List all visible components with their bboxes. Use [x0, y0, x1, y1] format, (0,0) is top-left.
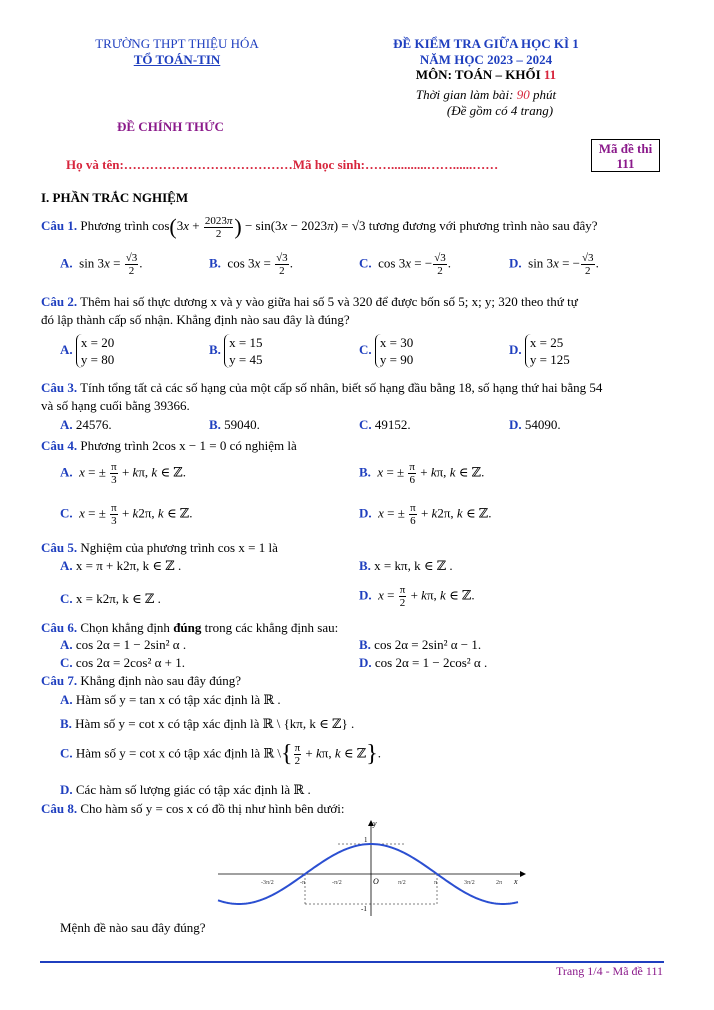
- tick-pi: π: [434, 880, 438, 886]
- q1-text-post: tương đương với phương trình nào sau đây?: [368, 217, 598, 233]
- q4-equation: 2cos x − 1 = 0: [152, 438, 227, 453]
- q2-a-label: A.: [60, 341, 73, 357]
- q7-option-b: [60, 716, 354, 732]
- y-axis-label: y: [373, 819, 377, 828]
- q2-option-b: [209, 334, 263, 368]
- q2-a-y: y = 80: [80, 352, 115, 367]
- q2-b-x: x = 15: [229, 335, 263, 350]
- q7-d-value: Các hàm số lượng giác có tập xác định là ℝ .: [75, 782, 311, 797]
- q5-a-label: A.: [60, 558, 73, 573]
- q6-c-label: C.: [60, 655, 73, 670]
- q6-label: Câu 6.: [41, 620, 78, 635]
- q7-b-label: B.: [60, 716, 72, 731]
- q2-text-line2: đó lập thành cấp số nhận. Khẳng định nào sau đây là đúng?: [41, 312, 350, 327]
- q3-option-c: C. 49152.: [359, 417, 411, 432]
- q6-d-value: cos 2α = 1 − 2cos² α .: [374, 655, 488, 670]
- school-year: NĂM HỌC 2023 – 2024: [419, 52, 553, 67]
- tick-neg-pi: -π: [300, 880, 306, 886]
- time-suffix: phút: [529, 87, 557, 102]
- question-2-line1: [41, 294, 578, 310]
- subject-line: [370, 67, 602, 83]
- subject-prefix: MÔN: TOÁN – KHỐI: [415, 67, 544, 82]
- q2-option-d: [509, 334, 570, 368]
- q3-b-label: B.: [209, 417, 221, 432]
- q7-c-value: Hàm số y = cot x có tập xác định là ℝ \: [75, 745, 282, 761]
- department-name: TỔ TOÁN-TIN: [133, 52, 221, 67]
- q7-label: Câu 7.: [41, 673, 78, 688]
- q2-b-y: y = 45: [229, 352, 263, 367]
- q7-b-value: Hàm số y = cot x có tập xác định là ℝ \ {kπ, k ∈ ℤ} .: [75, 716, 355, 731]
- question-4: [41, 438, 297, 454]
- q1-d-label: D.: [509, 255, 522, 271]
- q5-b-value: x = kπ, k ∈ ℤ .: [374, 558, 453, 573]
- tick-neg-pi-2: -π/2: [332, 880, 342, 886]
- grade: 11: [543, 67, 557, 82]
- y-minus-one-label: -1: [361, 905, 367, 913]
- q6-text-pre: Chọn khẳng định: [80, 620, 174, 635]
- q2-c-y: y = 90: [379, 352, 414, 367]
- q8-label: Câu 8.: [41, 801, 78, 816]
- q6-option-d: [359, 655, 487, 671]
- origin-label: O: [373, 877, 379, 886]
- q8-text: Cho hàm số y = cos x có đồ thị như hình bên dưới:: [80, 801, 345, 816]
- q5-text-pre: Nghiệm của phương trình: [80, 540, 215, 555]
- q3-b-value: 59040: [224, 417, 257, 432]
- y-one-label: 1: [364, 836, 368, 844]
- q6-c-value: cos 2α = 2cos² α + 1.: [75, 655, 185, 670]
- question-7: [41, 673, 241, 689]
- q5-c-label: C.: [60, 591, 73, 606]
- q5-d-label: D.: [359, 587, 372, 603]
- q5-b-label: B.: [359, 558, 371, 573]
- q1-equation: cos(3x + $\frac{2023\pi}{2}$ ) − sin(3x − 2023π) = √3: [152, 214, 366, 240]
- exam-code-label: Mã đề thi: [598, 141, 653, 156]
- q1-text-pre: Phương trình: [80, 217, 149, 233]
- q3-d-label: D.: [509, 417, 522, 432]
- footer-rule: [40, 961, 664, 963]
- q3-option-b: B. 59040.: [209, 417, 260, 432]
- tick-3pi-2: 3π/2: [464, 880, 475, 886]
- q6-a-value: cos 2α = 1 − 2sin² α .: [75, 637, 187, 652]
- q5-label: Câu 5.: [41, 540, 78, 555]
- q3-option-a: A. 24576.: [60, 417, 112, 432]
- x-tick-labels: [261, 880, 502, 886]
- q5-option-c: [60, 591, 161, 607]
- time-line: [370, 87, 602, 103]
- q4-text-pre: Phương trình: [80, 438, 149, 453]
- q2-text-line1: Thêm hai số thực dương x và y vào giữa hai số 5 và 320 để được bốn số 5; x; y; 320 theo thứ tự: [80, 294, 578, 309]
- school-name: TRƯỜNG THPT THIỆU HÓA: [95, 36, 259, 51]
- q4-option-a: A. x = ± $\frac{\pi}{3}$ + kπ, k ∈ ℤ.: [60, 461, 187, 486]
- question-6: [41, 620, 338, 636]
- q1-c-label: C.: [359, 255, 372, 271]
- q7-a-value: Hàm số y = tan x có tập xác định là ℝ .: [75, 692, 281, 707]
- q3-label: Câu 3.: [41, 380, 78, 395]
- tick-pi-2: π/2: [398, 880, 406, 886]
- q6-option-b: [359, 637, 481, 653]
- q2-d-y: y = 125: [529, 352, 570, 367]
- q2-option-a: [60, 334, 114, 368]
- q2-c-label: C.: [359, 341, 372, 357]
- q7-option-c: C. Hàm số y = cot x có tập xác định là ℝ \{ $\frac{\pi}{2}$ + kπ, k ∈ ℤ}.: [60, 741, 382, 767]
- q2-d-label: D.: [509, 341, 522, 357]
- name-field: Họ và tên:…………………………………: [66, 157, 293, 172]
- q6-option-a: [60, 637, 186, 653]
- q6-a-label: A.: [60, 637, 73, 652]
- q7-a-label: A.: [60, 692, 73, 707]
- q1-option-d: D. sin 3x = − $\frac{√3}{2}$ .: [509, 252, 599, 277]
- time-value: 90: [516, 87, 530, 102]
- q5-option-a: [60, 558, 181, 574]
- q4-d-label: D.: [359, 505, 372, 521]
- q4-a-label: A.: [60, 464, 73, 480]
- q1-label: Câu 1.: [41, 217, 78, 233]
- x-axis-label: x: [514, 877, 518, 886]
- student-info: [66, 157, 498, 173]
- q7-c-label: C.: [60, 745, 73, 761]
- q6-text-bold: đúng: [173, 620, 202, 635]
- q3-d-value: 54090: [524, 417, 558, 432]
- q5-option-d: D. x = $\frac{\pi}{2}$ + kπ, k ∈ ℤ.: [359, 584, 475, 609]
- q4-text-post: có nghiệm là: [229, 438, 297, 453]
- q3-text-line2: và số hạng cuối bằng 39366.: [41, 398, 190, 413]
- q3-option-d: D. 54090.: [509, 417, 561, 432]
- q6-d-label: D.: [359, 655, 372, 670]
- q6-b-label: B.: [359, 637, 371, 652]
- q2-a-x: x = 20: [80, 335, 115, 350]
- q4-label: Câu 4.: [41, 438, 78, 453]
- q5-text-post: là: [268, 540, 278, 555]
- question-5: [41, 540, 278, 556]
- tick-2pi: 2π: [496, 880, 503, 886]
- question-3-line1: [41, 380, 602, 396]
- q6-b-value: cos 2α = 2sin² α − 1.: [374, 637, 482, 652]
- exam-title: ĐỀ KIỂM TRA GIỮA HỌC KÌ 1: [393, 36, 579, 51]
- q1-b-label: B.: [209, 255, 221, 271]
- q5-c-value: x = k2π, k ∈ ℤ .: [75, 591, 161, 606]
- q4-option-d: D. x = ± $\frac{\pi}{6}$ + k2π, k ∈ ℤ.: [359, 502, 492, 527]
- official-label: ĐỀ CHÍNH THỨC: [117, 119, 224, 134]
- q7-option-d: [60, 782, 311, 798]
- q1-option-c: C. cos 3x = − $\frac{√3}{2}$ .: [359, 252, 451, 277]
- q6-text-post: trong các khẳng định sau:: [201, 620, 339, 635]
- q4-b-label: B.: [359, 464, 371, 480]
- q3-a-value: 24576: [75, 417, 109, 432]
- q7-text: Khẳng định nào sau đây đúng?: [80, 673, 242, 688]
- q2-c-x: x = 30: [379, 335, 414, 350]
- q1-option-b: B. cos 3x = $\frac{√3}{2}$ .: [209, 252, 293, 277]
- cosine-graph: [210, 818, 530, 920]
- exam-code-box: [591, 139, 660, 172]
- q4-option-c: C. x = ± $\frac{\pi}{3}$ + k2π, k ∈ ℤ.: [60, 502, 193, 527]
- q2-d-x: x = 25: [529, 335, 564, 350]
- q2-option-c: [359, 334, 413, 368]
- q7-option-a: [60, 692, 281, 708]
- q3-c-label: C.: [359, 417, 372, 432]
- q3-text-line1: Tính tổng tất cả các số hạng của một cấp số nhân, biết số hạng đầu bằng 18, số hạng thứ hai bằng 54: [80, 380, 603, 395]
- footer-page-info: Trang 1/4 - Mã đề 111: [556, 964, 663, 978]
- q6-option-c: [60, 655, 185, 671]
- time-prefix: Thời gian làm bài:: [415, 87, 517, 102]
- q2-b-label: B.: [209, 341, 221, 357]
- question-8: [41, 801, 344, 817]
- q8-question: Mệnh đề nào sau đây đúng?: [60, 920, 206, 935]
- q1-option-a: A. sin 3x = $\frac{√3}{2}$ .: [60, 252, 143, 277]
- tick-neg-3pi-2: -3π/2: [261, 880, 274, 886]
- question-1: [41, 214, 598, 240]
- pages-note: (Đề gồm có 4 trang): [446, 103, 554, 118]
- section-title: I. PHẦN TRẮC NGHIỆM: [41, 190, 189, 205]
- q7-d-label: D.: [60, 782, 73, 797]
- exam-code: 111: [616, 156, 635, 171]
- q4-c-label: C.: [60, 505, 73, 521]
- student-id-field: Mã học sinh:……...........……......……: [292, 157, 499, 172]
- x-axis-arrow: [520, 871, 526, 877]
- q1-a-label: A.: [60, 255, 73, 271]
- q2-label: Câu 2.: [41, 294, 78, 309]
- q3-a-label: A.: [60, 417, 73, 432]
- q5-option-b: [359, 558, 453, 574]
- q3-c-value: 49152: [374, 417, 408, 432]
- q5-a-value: x = π + k2π, k ∈ ℤ .: [75, 558, 182, 573]
- q5-equation: cos x = 1: [217, 540, 266, 555]
- q4-option-b: B. x = ± $\frac{\pi}{6}$ + kπ, k ∈ ℤ.: [359, 461, 485, 486]
